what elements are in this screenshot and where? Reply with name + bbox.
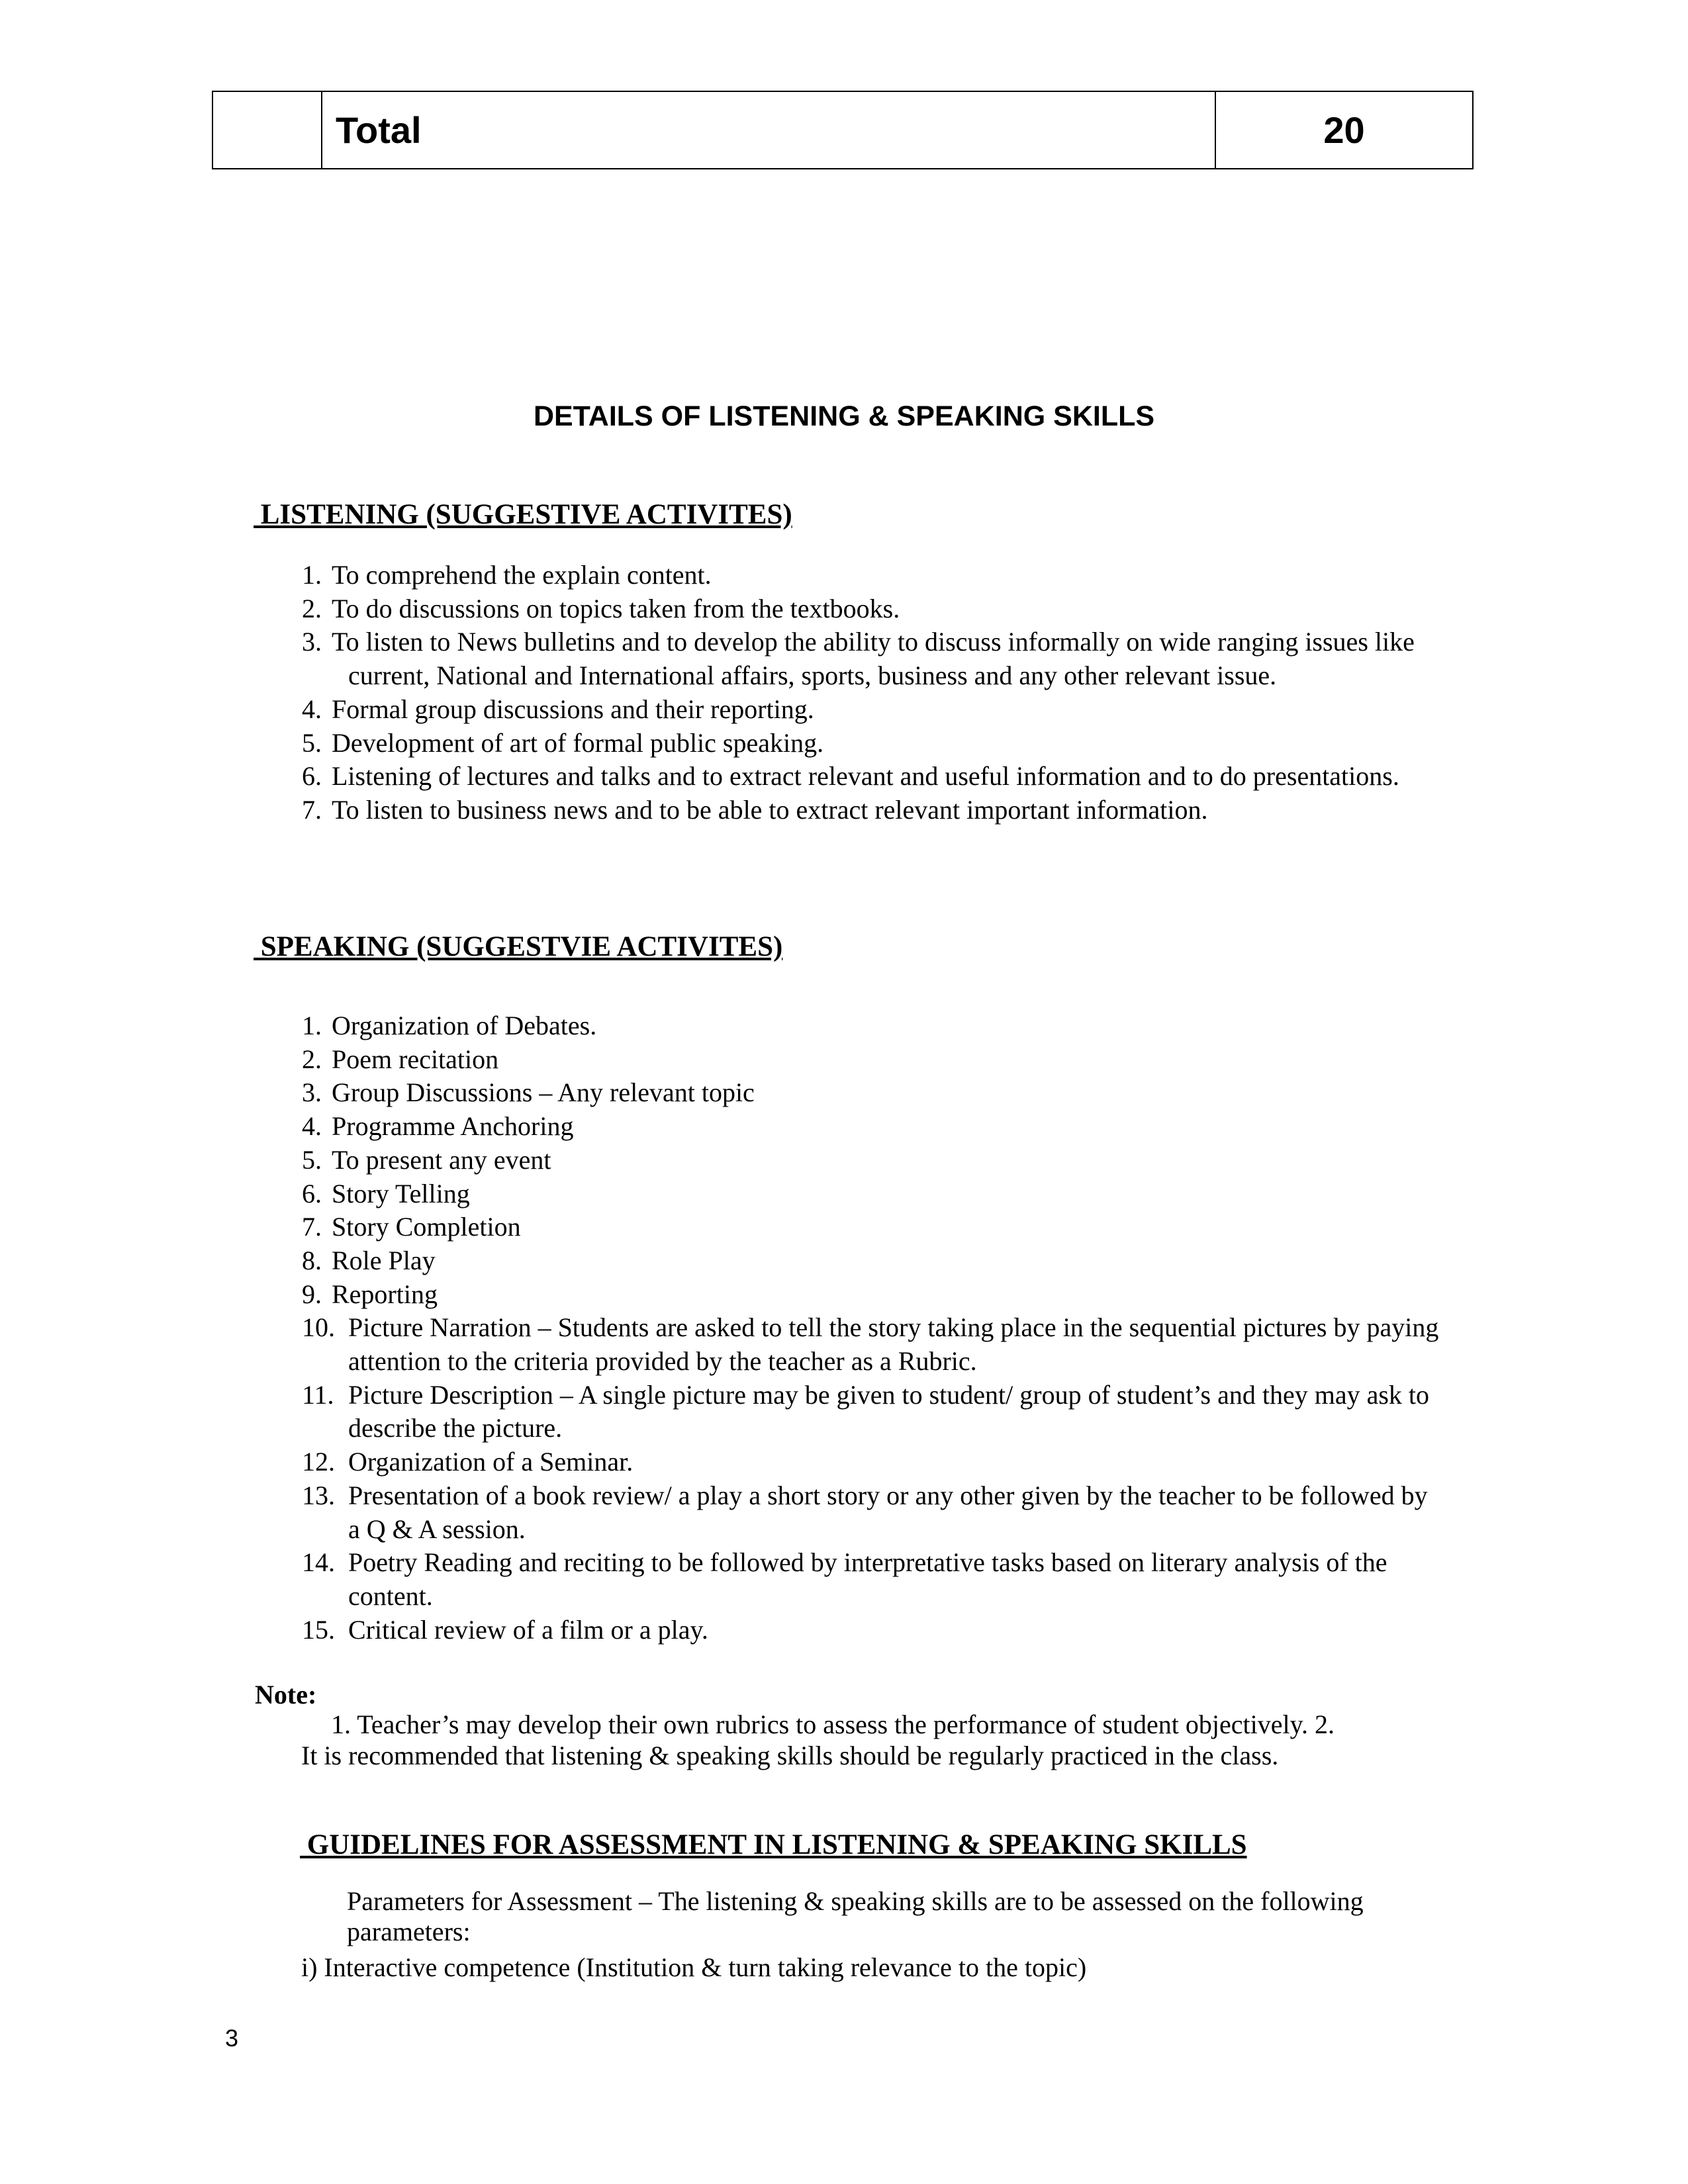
list-item: 8. Role Play <box>302 1245 436 1275</box>
listening-heading: LISTENING (SUGGESTIVE ACTIVITES) <box>254 499 792 530</box>
table-row <box>212 91 1473 169</box>
note-label: Note: <box>255 1680 317 1709</box>
list-item: 1. Organization of Debates. <box>302 1011 597 1040</box>
list-item: 7. To listen to business news and to be able to extract relevant important information. <box>302 794 1208 825</box>
page-number: 3 <box>225 2025 239 2052</box>
parameters-text: Parameters for Assessment – The listening & speaking skills are to be assessed on the following parameters: <box>347 1886 1364 1946</box>
list-item: 10. Picture Narration – Students are asked to tell the story taking place in the sequential pictures by paying attention to the criteria provided by the teacher as a Rubric. <box>302 1312 1439 1377</box>
list-item: 11. Picture Description – A single picture may be given to student/ group of student’s and they may ask to describe the picture. <box>302 1379 1430 1443</box>
list-item: 9. Reporting <box>302 1279 438 1309</box>
list-item: 12. Organization of a Seminar. <box>302 1447 633 1477</box>
total-table <box>212 91 1474 169</box>
speaking-heading: SPEAKING (SUGGESTVIE ACTIVITES) <box>254 931 783 962</box>
note-line-2: It is recommended that listening & speaking skills should be regularly practiced in the class. <box>301 1741 1279 1770</box>
list-item: 2. To do discussions on topics taken from the textbooks. <box>302 593 900 623</box>
parameter-item-i: i) Interactive competence (Institution & turn taking relevance to the topic) <box>301 1952 1087 1982</box>
list-item: 14. Poetry Reading and reciting to be followed by interpretative tasks based on literary analysis of the content. <box>302 1547 1387 1611</box>
speaking-list <box>302 1009 1440 1647</box>
empty-cell <box>212 91 322 169</box>
total-value: 20 <box>1215 91 1473 169</box>
list-item: 5. Development of art of formal public speaking. <box>302 727 824 758</box>
list-item: 15. Critical review of a film or a play. <box>302 1614 708 1645</box>
listening-list <box>302 559 1440 827</box>
list-item: 6. Story Telling <box>302 1178 470 1208</box>
list-item: 13. Presentation of a book review/ a play a short story or any other given by the teacher to be followed by a Q & A session. <box>302 1480 1428 1544</box>
list-item: 7. Story Completion <box>302 1212 521 1242</box>
list-item: 2. Poem recitation <box>302 1044 499 1074</box>
list-item: 4. Formal group discussions and their reporting. <box>302 694 814 724</box>
list-item: 3. To listen to News bulletins and to develop the ability to discuss informally on wide ranging issues like current, National and International affairs, sports, business and any other relevant issue. <box>302 627 1415 691</box>
total-label: Total <box>322 91 1215 169</box>
list-item: 1. To comprehend the explain content. <box>302 560 712 590</box>
list-item: 4. Programme Anchoring <box>302 1111 574 1142</box>
note-line-1: 1. Teacher’s may develop their own rubrics to assess the performance of student objectively. 2. <box>331 1709 1335 1739</box>
page-title: DETAILS OF LISTENING & SPEAKING SKILLS <box>533 400 1155 432</box>
list-item: 5. To present any event <box>302 1144 551 1175</box>
list-item: 6. Listening of lectures and talks and to extract relevant and useful information and to do presentations. <box>302 761 1399 792</box>
list-item: 3. Group Discussions – Any relevant topic <box>302 1077 755 1108</box>
note-text <box>301 1709 1440 1771</box>
guidelines-heading: GUIDELINES FOR ASSESSMENT IN LISTENING & SPEAKING SKILLS <box>300 1829 1247 1860</box>
